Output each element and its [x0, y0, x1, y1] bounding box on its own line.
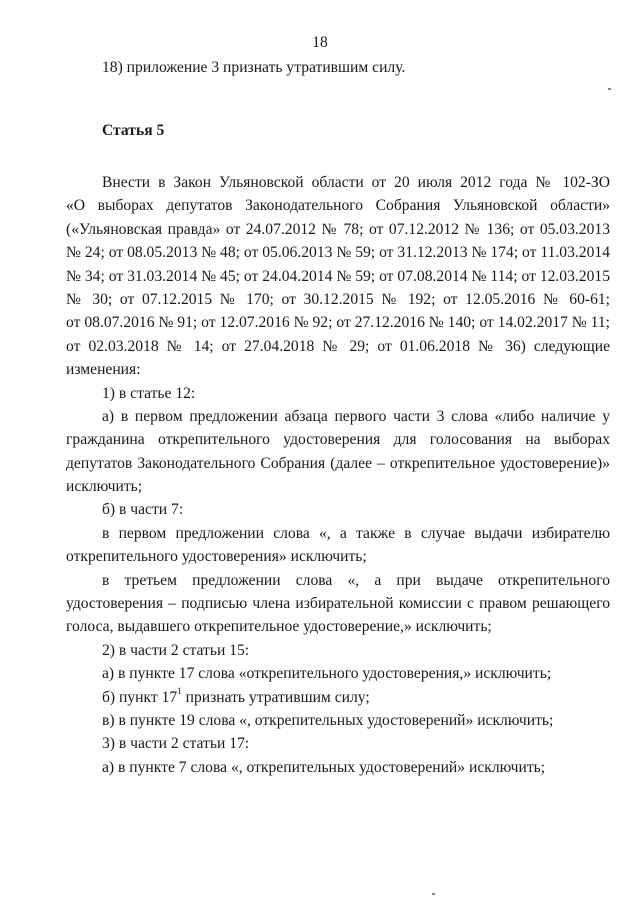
subpoint-2a: а) в пункте 17 слова «открепительного удостоверения,» исключить; [102, 665, 552, 683]
paragraph-line: № 24; от 08.05.2013 № 48; от 05.06.2013 № 59; от 31.12.2013 № 174; от 11.03.2014 [66, 244, 610, 262]
subpoint-1a [66, 405, 610, 499]
paragraph-line: Внести в Закон Ульяновской области от 20 июля 2012 года № 102-ЗО [102, 174, 610, 191]
article-body [66, 171, 610, 779]
paragraph-line: («Ульяновская правда» от 24.07.2012 № 78; от 07.12.2012 № 136; от 05.03.2013 [66, 220, 610, 238]
subpoint-2c: в) в пункте 19 слова «, открепительных удостоверений» исключить; [102, 711, 554, 729]
article-heading-block [66, 119, 610, 142]
paragraph-line: в третьем предложении слова «, а при выдаче открепительного [102, 571, 610, 589]
paragraph-line: открепительного удостоверения» исключить; [66, 548, 367, 566]
paragraph-line: гражданина открепительного удостоверения для голосования на выборах [66, 431, 610, 449]
subpoint-2b-text: б) пункт 17 [102, 688, 178, 706]
scan-speck [608, 88, 611, 90]
subpoint-1b: б) в части 7: [102, 501, 184, 519]
point-1: 1) в статье 12: [102, 384, 196, 402]
paragraph-line: изменения: [66, 361, 141, 379]
paragraph-line: от 08.07.2016 № 91; от 12.07.2016 № 92; от 27.12.2016 № 140; от 14.02.2017 № 11; [66, 314, 610, 332]
paragraph-line: исключить; [66, 478, 143, 496]
page-number: 18 [312, 34, 328, 51]
paragraph-line: № 34; от 31.03.2014 № 45; от 24.04.2014 № 59; от 07.08.2014 № 114; от 12.03.2015 [66, 267, 610, 285]
subpoint-1b-first-sentence [66, 522, 610, 569]
paragraph-line: а) в первом предложении абзаца первого части 3 слова «либо наличие у [102, 407, 610, 425]
paragraph-line: № 30; от 07.12.2015 № 170; от 30.12.2015 № 192; от 12.05.2016 № 60-61; [66, 290, 610, 308]
paragraph-line: «О выборах депутатов Законодательного Собрания Ульяновской области» [66, 197, 610, 215]
subpoint-2b-tail: признать утратившим силу; [181, 688, 370, 706]
paragraph-line: в первом предложении слова «, а также в случае выдачи избирателю [102, 524, 610, 542]
paragraph-line: голоса, выдавшего открепительное удостоверение,» исключить; [66, 618, 492, 636]
subpoint-2b [66, 686, 610, 709]
item-18-line [66, 56, 610, 79]
subpoint-1b-third-sentence [66, 569, 610, 639]
paragraph-line: от 02.03.2018 № 14; от 27.04.2018 № 29; от 01.06.2018 № 36) следующие [66, 337, 610, 355]
superscript-index: 1 [177, 686, 182, 697]
paragraph-line: удостоверения – подписью члена избирательной комиссии с правом решающего [66, 595, 610, 613]
article-heading: Статья 5 [102, 122, 165, 139]
point-3: 3) в части 2 статьи 17: [102, 735, 250, 753]
intro-paragraph [66, 171, 610, 382]
paragraph-line: депутатов Законодательного Собрания (далее – открепительное удостоверение)» [66, 454, 610, 472]
item-18: 18) приложение 3 признать утратившим силу. [102, 59, 406, 76]
scan-speck [432, 893, 435, 895]
point-2: 2) в части 2 статьи 15: [102, 641, 250, 659]
subpoint-3a: а) в пункте 7 слова «, открепительных удостоверений» исключить; [102, 758, 546, 776]
